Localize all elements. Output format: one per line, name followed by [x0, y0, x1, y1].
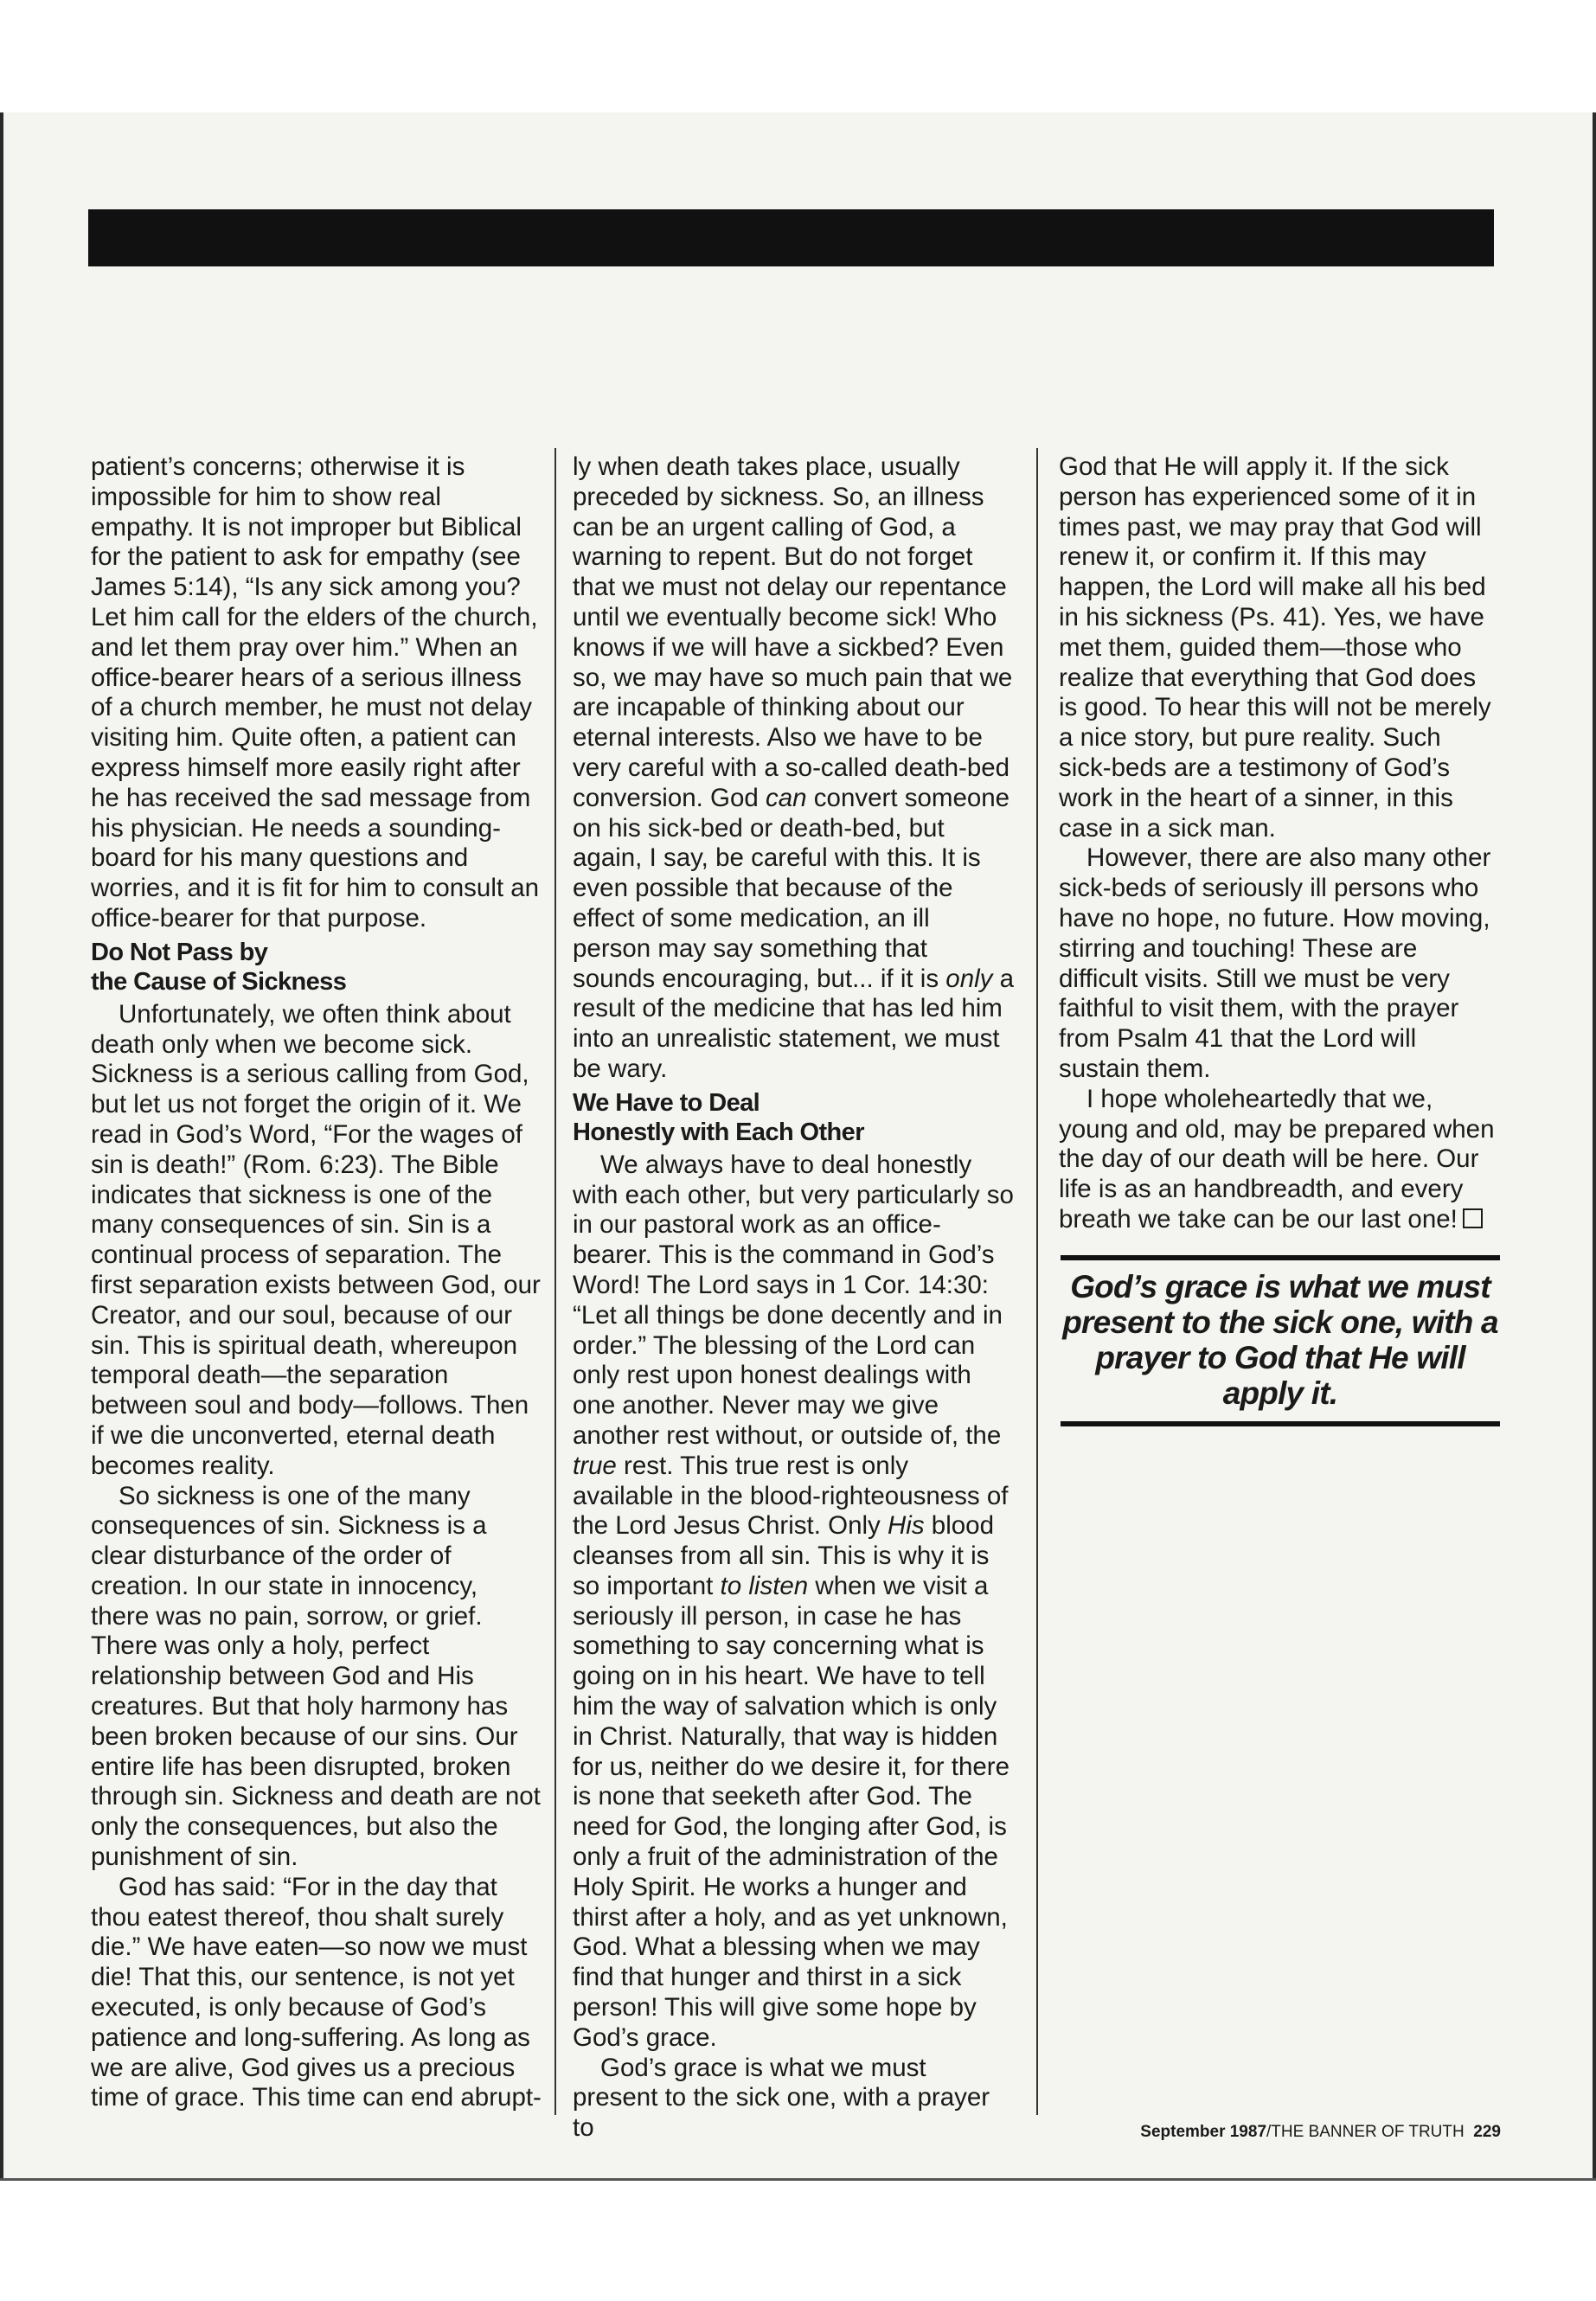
- paragraph: God that He will apply it. If the sick person has experienced some of it in times past, we may pray that God will renew it, or confirm it. If this may happen, the Lord will make all his bed in his sickness (Ps. 41). Yes, we have met them, guided them—those who realize that everything that God does is good. To hear this will not be merely a nice story, but pure reality. Such sick-beds are a testimony of God’s work in the heart of a sinner, in this case in a sick man.: [1059, 452, 1491, 843]
- pull-quote: [1061, 1255, 1500, 1426]
- text-run: I hope wholeheartedly that we, young and old, may be prepared when the day of our death will be here. Our life is as an handbreadth, and every breath we take can be our last one!: [1059, 1084, 1495, 1234]
- paragraph: [573, 1150, 1014, 2054]
- emphasis: true: [573, 1451, 617, 1480]
- text-run: We always have to deal honestly with each other, but very particularly so in our pastoral work as an office-bearer. This is the command in God’s Word! The Lord says in 1 Cor. 14:30: “Let all things be done decently and in order.” The blessing of the Lord can only rest upon honest dealings with one another. Never may we give another rest without, or outside of, the: [573, 1150, 1014, 1450]
- column-2: [573, 452, 1014, 2144]
- text-run: blood cleanses from all sin. This is why it is so important: [573, 1511, 994, 1600]
- text-run: rest. This true rest is only available in the blood-righteousness of the Lord Jesus Christ. Only: [573, 1451, 1009, 1541]
- paragraph: [1059, 1085, 1500, 1235]
- column-divider: [554, 448, 556, 2115]
- pull-quote-top-rule: [1061, 1255, 1500, 1260]
- page-bottom-edge: [0, 2178, 1596, 2181]
- emphasis: His: [887, 1511, 925, 1541]
- emphasis: only: [945, 964, 993, 993]
- emphasis: can: [766, 783, 807, 812]
- page-left-edge: [0, 112, 3, 2180]
- column-divider: [1036, 448, 1038, 2115]
- text-run: a result of the medicine that has led him into an unrealistic statement, we must be wary.: [573, 964, 1015, 1083]
- heading-line: We Have to Deal: [573, 1088, 760, 1117]
- end-of-article-box-icon: [1463, 1208, 1483, 1228]
- emphasis: to listen: [720, 1571, 809, 1600]
- text-run: ly when death takes place, usually preceded by sickness. So, an illness can be an urgent calling of God, a warning to repent. But do not forget that we must not delay our repentance until we eventually become sick! Who knows if we will have a sickbed? Even so, we may have so much pain that we are incapable of thinking about our eternal interests. Also we have to be very careful with a so-called death-bed conversion. God: [573, 452, 1013, 812]
- footer-publication: THE BANNER OF TRUTH: [1271, 2123, 1465, 2141]
- footer-date: September 1987: [1140, 2123, 1267, 2141]
- paragraph: God has said: “For in the day that thou eatest thereof, thou shalt surely die.” We have eaten—so now we must die! That this, our sentence, is not yet executed, is only because of God’s patience and long-suffering. As long as we are alive, God gives us a precious time of grace. This time can end abrupt-: [91, 1872, 542, 2112]
- paragraph: Unfortunately, we often think about death only when we become sick. Sickness is a serious calling from God, but let us not forget the origin of it. We read in God’s Word, “For the wages of sin is death!” (Rom. 6:23). The Bible indicates that sickness is one of the many consequences of sin. Sin is a continual process of separation. The first separation exists between God, our Creator, and our soul, because of our sin. This is spiritual death, whereupon temporal death—the separation between soul and body—follows. Then if we die unconverted, eternal death becomes reality.: [91, 999, 541, 1480]
- paragraph: However, there are also many other sick-beds of seriously ill persons who have no hope, no future. How moving, stirring and touching! These are difficult visits. Still we must be very faithful to visit them, with the prayer from Psalm 41 that the Lord will sustain them.: [1059, 843, 1491, 1083]
- page-number: 229: [1473, 2123, 1501, 2141]
- pull-quote-bottom-rule: [1061, 1421, 1500, 1426]
- paragraph: [573, 452, 1014, 1085]
- heading-line: Honestly with Each Other: [573, 1118, 864, 1146]
- column-1: [91, 452, 542, 2113]
- paragraph: patient’s concerns; otherwise it is impossible for him to show real empathy. It is not improper but Biblical for the patient to ask for empathy (see James 5:14), “Is any sick among you? Let him call for the elders of the church, and let them pray over him.” When an office-bearer hears of a serious illness of a church member, he must not delay visiting him. Quite often, a patient can express himself more easily right after he has received the sad message from his physician. He needs a sounding-board for his many questions and worries, and it is fit for him to consult an office-bearer for that purpose.: [91, 452, 540, 933]
- pull-quote-text: God’s grace is what we must present to the sick one, with a prayer to God that He will apply it.: [1062, 1269, 1498, 1411]
- page-right-edge: [1593, 112, 1596, 2180]
- section-heading-cause-of-sickness: [91, 938, 542, 997]
- header-black-bar: [88, 209, 1494, 266]
- text-run: when we visit a seriously ill person, in case he has something to say concerning what is going on in his heart. We have to tell him the way of salvation which is only in Christ. Naturally, that way is hidden for us, neither do we desire it, for there is none that seeketh after God. The need for God, the longing after God, is only a fruit of the administration of the Holy Spirit. He works a hunger and thirst after a holy, and as yet unknown, God. What a blessing when we may find that hunger and thirst in a sick person! This will give some hope by God’s grace.: [573, 1571, 1010, 2052]
- heading-line: Do Not Pass by: [91, 938, 268, 966]
- column-3: [1059, 452, 1500, 1235]
- section-heading-deal-honestly: [573, 1088, 1014, 1147]
- footer-separator: /: [1266, 2123, 1272, 2141]
- text-run: convert someone on his sick-bed or death-bed, but again, I say, be careful with this. It is even possible that because of the effect of some medication, an ill person may say something that sounds encouraging, but... if it is: [573, 783, 1010, 993]
- paragraph: God’s grace is what we must present to the sick one, with a prayer to: [573, 2053, 990, 2143]
- paragraph: So sickness is one of the many consequences of sin. Sickness is a clear disturbance of the order of creation. In our state in innocency, there was no pain, sorrow, or grief. There was only a holy, perfect relationship between God and His creatures. But that holy harmony has been broken because of our sins. Our entire life has been disrupted, broken through sin. Sickness and death are not only the consequences, but also the punishment of sin.: [91, 1481, 541, 1872]
- heading-line: the Cause of Sickness: [91, 967, 347, 996]
- page-footer: [1068, 2122, 1501, 2143]
